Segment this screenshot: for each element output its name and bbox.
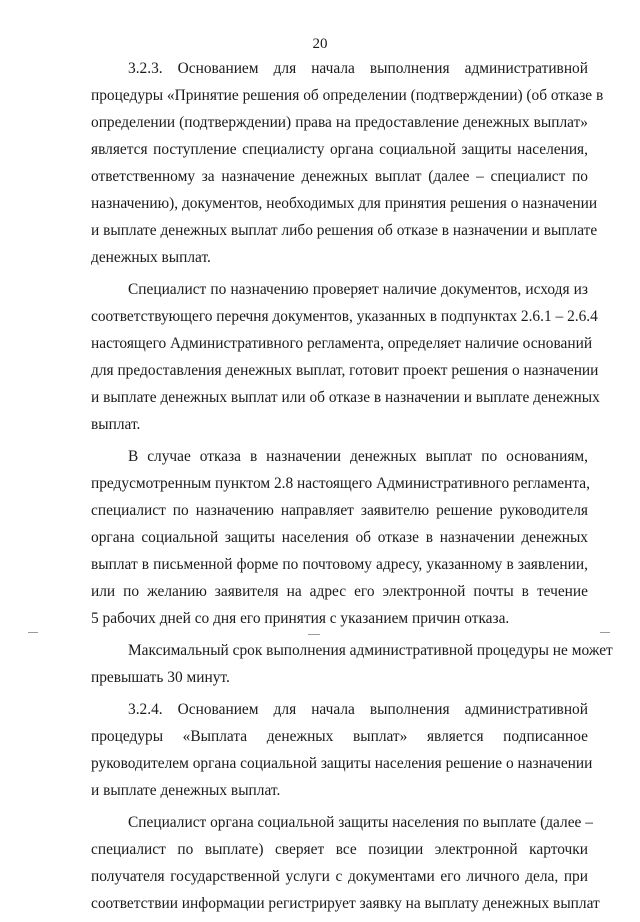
text-line: и выплате денежных выплат или об отказе в назначении и выплате денежных	[91, 389, 600, 406]
text-line: органа социальной защиты населения об отказе в назначении денежных	[91, 529, 588, 546]
text-line: выплат в письменной форме по почтовому адресу, указанному в заявлении,	[91, 556, 588, 573]
text-line: 3.2.4. Основанием для начала выполнения административной	[128, 701, 588, 718]
text-line: получателя государственной услуги с документами его личного дела, при	[91, 868, 588, 885]
text-line: для предоставления денежных выплат, готовит проект решения о назначении	[91, 362, 599, 379]
text-line: Специалист органа социальной защиты населения по выплате (далее –	[128, 814, 593, 831]
text-line: процедуры «Выплата денежных выплат» является подписанное	[91, 728, 588, 745]
text-line: выплат.	[91, 416, 141, 433]
text-line: или по желанию заявителя на адрес его электронной почты в течение	[91, 583, 588, 600]
scan-mark	[28, 632, 38, 633]
paragraph	[91, 809, 600, 917]
text-line: определении (подтверждении) права на предоставление денежных выплат»	[91, 114, 588, 131]
document-body	[91, 55, 613, 922]
text-line: соответствующего перечня документов, указанных в подпунктах 2.6.1 – 2.6.4	[91, 308, 598, 325]
text-line: и выплате денежных выплат.	[91, 782, 281, 799]
scan-mark	[600, 632, 610, 633]
text-line: специалист по выплате) сверяет все позиции электронной карточки	[91, 841, 588, 858]
text-line: процедуры «Принятие решения об определении (подтверждении) (об отказе в	[91, 87, 604, 104]
text-line: специалист по назначению направляет заявителю решение руководителя	[91, 502, 588, 519]
text-line: Максимальный срок выполнения административной процедуры не может	[128, 642, 613, 659]
text-line: 5 рабочих дней со дня его принятия с указанием причин отказа.	[91, 610, 510, 627]
scan-mark	[308, 634, 320, 635]
text-line: настоящего Административного регламента, определяет наличие оснований	[91, 335, 593, 352]
text-line: является поступление специалисту органа социальной защиты населения,	[91, 141, 588, 158]
paragraph	[91, 637, 613, 691]
text-line: назначению), документов, необходимых для принятия решения о назначении	[91, 195, 598, 212]
text-line: и выплате денежных выплат либо решения об отказе в назначении и выплате	[91, 222, 598, 239]
text-line: предусмотренным пунктом 2.8 настоящего Административного регламента,	[91, 475, 590, 492]
text-line: денежных выплат.	[91, 249, 211, 266]
text-line: Специалист по назначению проверяет наличие документов, исходя из	[128, 281, 588, 298]
text-line: В случае отказа в назначении денежных выплат по основаниям,	[128, 448, 588, 465]
text-line: соответствии информации регистрирует заявку на выплату денежных выплат	[91, 895, 600, 912]
paragraph	[91, 696, 593, 804]
text-line: руководителем органа социальной защиты населения решение о назначении	[91, 755, 593, 772]
page-number: 20	[312, 36, 328, 52]
text-line: 3.2.3. Основанием для начала выполнения административной	[128, 60, 588, 77]
text-line: ответственному за назначение денежных выплат (далее – специалист по	[91, 168, 588, 185]
paragraph	[91, 443, 588, 632]
text-line: превышать 30 минут.	[91, 669, 230, 686]
paragraph	[91, 55, 604, 271]
paragraph	[91, 276, 600, 438]
